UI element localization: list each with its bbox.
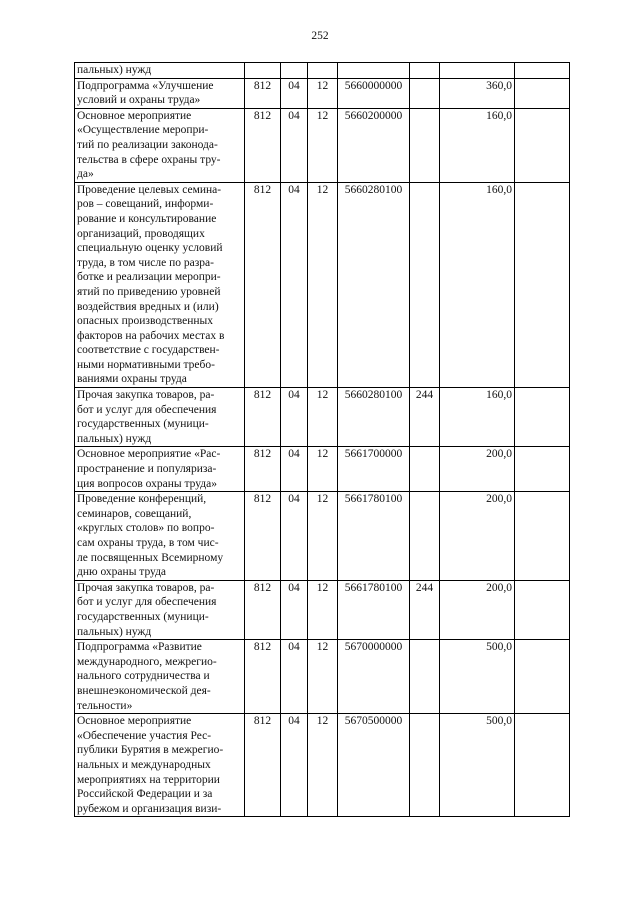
row-name-line: тий по реализации законода- xyxy=(77,138,218,151)
ministry-code-cell: 812 xyxy=(245,108,281,182)
row-name-cell xyxy=(75,580,245,639)
row-name-line: ваниями охраны труда xyxy=(77,373,187,386)
row-name-line: международного, межрегио- xyxy=(77,655,217,668)
budget-table-body xyxy=(75,63,570,817)
subsection-code-cell xyxy=(308,63,338,79)
row-name-line: рование и консультирование xyxy=(77,212,217,225)
row-name-line: бот и услуг для обеспечения xyxy=(77,403,217,416)
table-row xyxy=(75,182,570,387)
section-code-cell: 04 xyxy=(281,640,308,714)
subsection-code-cell: 12 xyxy=(308,182,338,387)
row-name-cell xyxy=(75,447,245,492)
table-row xyxy=(75,640,570,714)
row-name-cell xyxy=(75,640,245,714)
expense-type-cell xyxy=(410,640,440,714)
row-name-line: ция вопросов охраны труда» xyxy=(77,477,217,490)
section-code-cell: 04 xyxy=(281,580,308,639)
section-code-cell: 04 xyxy=(281,388,308,447)
empty-cell xyxy=(515,78,570,108)
row-name-line: семинаров, совещаний, xyxy=(77,507,192,520)
empty-cell xyxy=(515,63,570,79)
row-name-line: условий и охраны труда» xyxy=(77,94,201,107)
amount-cell xyxy=(440,63,515,79)
amount-cell: 200,0 xyxy=(440,492,515,581)
row-name-line: ятий по приведению уровней xyxy=(77,285,221,298)
row-name-line: публики Бурятия в межрегио- xyxy=(77,744,224,757)
row-name-line: тельности» xyxy=(77,699,133,712)
row-name-line: «Обеспечение участия Рес- xyxy=(77,729,212,742)
amount-cell: 200,0 xyxy=(440,447,515,492)
empty-cell xyxy=(515,182,570,387)
row-name-line: факторов на рабочих местах в xyxy=(77,329,225,342)
row-name-line: государственных (муници- xyxy=(77,418,209,431)
expense-type-cell xyxy=(410,108,440,182)
empty-cell xyxy=(515,714,570,817)
row-name-cell xyxy=(75,78,245,108)
subsection-code-cell: 12 xyxy=(308,388,338,447)
row-name-line: ле посвященных Всемирному xyxy=(77,551,224,564)
page-number: 252 xyxy=(311,30,329,42)
row-name-cell xyxy=(75,388,245,447)
row-name-line: пальных) нужд xyxy=(77,432,152,445)
row-name-line: соответствие с государствен- xyxy=(77,344,220,357)
expense-type-cell xyxy=(410,492,440,581)
expense-type-cell xyxy=(410,447,440,492)
row-name-line: пространение и популяриза- xyxy=(77,463,217,476)
row-name-cell xyxy=(75,182,245,387)
subsection-code-cell: 12 xyxy=(308,78,338,108)
section-code-cell xyxy=(281,63,308,79)
subsection-code-cell: 12 xyxy=(308,714,338,817)
amount-cell: 360,0 xyxy=(440,78,515,108)
ministry-code-cell: 812 xyxy=(245,714,281,817)
row-name-line: пальных) нужд xyxy=(77,64,152,76)
target-article-cell: 5660200000 xyxy=(338,108,410,182)
subsection-code-cell: 12 xyxy=(308,447,338,492)
subsection-code-cell: 12 xyxy=(308,108,338,182)
target-article-cell: 5660000000 xyxy=(338,78,410,108)
row-name-line: «круглых столов» по вопро- xyxy=(77,522,215,535)
ministry-code-cell: 812 xyxy=(245,492,281,581)
section-code-cell: 04 xyxy=(281,447,308,492)
empty-cell xyxy=(515,492,570,581)
table-row xyxy=(75,492,570,581)
row-name-line: внешнеэкономической дея- xyxy=(77,684,211,697)
empty-cell xyxy=(515,388,570,447)
row-name-line: да» xyxy=(77,168,94,181)
ministry-code-cell: 812 xyxy=(245,78,281,108)
row-name-line: ботке и реализации меропри- xyxy=(77,271,221,284)
section-code-cell: 04 xyxy=(281,108,308,182)
amount-cell: 160,0 xyxy=(440,182,515,387)
table-row xyxy=(75,78,570,108)
row-name-line: дню охраны труда xyxy=(77,566,167,579)
row-name-line: Проведение целевых семина- xyxy=(77,183,222,196)
row-name-line: Прочая закупка товаров, ра- xyxy=(77,389,215,402)
row-name-line: нального сотрудничества и xyxy=(77,670,210,683)
row-name-line: Основное мероприятие xyxy=(77,715,192,728)
amount-cell: 160,0 xyxy=(440,108,515,182)
row-name-line: Российской Федерации и за xyxy=(77,788,213,801)
row-name-line: Основное мероприятие xyxy=(77,109,192,122)
expense-type-cell xyxy=(410,78,440,108)
amount-cell: 200,0 xyxy=(440,580,515,639)
row-name-line: тельства в сфере охраны тру- xyxy=(77,153,221,166)
row-name-cell xyxy=(75,714,245,817)
empty-cell xyxy=(515,108,570,182)
target-article-cell: 5660280100 xyxy=(338,182,410,387)
subsection-code-cell: 12 xyxy=(308,640,338,714)
ministry-code-cell: 812 xyxy=(245,580,281,639)
subsection-code-cell: 12 xyxy=(308,580,338,639)
table-row xyxy=(75,108,570,182)
row-name-line: воздействия вредных и (или) xyxy=(77,300,219,313)
target-article-cell xyxy=(338,63,410,79)
ministry-code-cell: 812 xyxy=(245,182,281,387)
expense-type-cell xyxy=(410,182,440,387)
expense-type-cell: 244 xyxy=(410,388,440,447)
row-name-line: специальную оценку условий xyxy=(77,242,223,255)
row-name-line: нальных и международных xyxy=(77,758,211,771)
ministry-code-cell: 812 xyxy=(245,388,281,447)
row-name-line: труда, в том числе по разра- xyxy=(77,256,214,269)
empty-cell xyxy=(515,580,570,639)
row-name-cell xyxy=(75,63,245,79)
ministry-code-cell: 812 xyxy=(245,640,281,714)
row-name-line: «Осуществление меропри- xyxy=(77,124,209,137)
row-name-line: Основное мероприятие «Рас- xyxy=(77,448,221,461)
target-article-cell: 5670000000 xyxy=(338,640,410,714)
target-article-cell: 5670500000 xyxy=(338,714,410,817)
row-name-line: рубежом и организация визи- xyxy=(77,802,222,815)
row-name-line: мероприятиях на территории xyxy=(77,773,220,786)
section-code-cell: 04 xyxy=(281,492,308,581)
row-name-line: Прочая закупка товаров, ра- xyxy=(77,581,215,594)
table-row xyxy=(75,580,570,639)
budget-table xyxy=(74,62,570,817)
section-code-cell: 04 xyxy=(281,78,308,108)
target-article-cell: 5661780100 xyxy=(338,580,410,639)
row-name-line: организаций, проводящих xyxy=(77,227,205,240)
row-name-line: Подпрограмма «Развитие xyxy=(77,641,202,654)
target-article-cell: 5660280100 xyxy=(338,388,410,447)
row-name-line: сам охраны труда, в том чис- xyxy=(77,537,219,549)
ministry-code-cell: 812 xyxy=(245,447,281,492)
target-article-cell: 5661780100 xyxy=(338,492,410,581)
section-code-cell: 04 xyxy=(281,182,308,387)
ministry-code-cell xyxy=(245,63,281,79)
table-row xyxy=(75,714,570,817)
row-name-cell xyxy=(75,108,245,182)
table-row xyxy=(75,388,570,447)
section-code-cell: 04 xyxy=(281,714,308,817)
row-name-line: ными нормативными требо- xyxy=(77,358,215,371)
target-article-cell: 5661700000 xyxy=(338,447,410,492)
row-name-line: Подпрограмма «Улучшение xyxy=(77,79,214,92)
row-name-cell xyxy=(75,492,245,581)
row-name-line: государственных (муници- xyxy=(77,610,209,623)
row-name-line: бот и услуг для обеспечения xyxy=(77,596,217,609)
expense-type-cell xyxy=(410,714,440,817)
row-name-line: пальных) нужд xyxy=(77,625,152,638)
row-name-line: Проведение конференций, xyxy=(77,493,207,506)
amount-cell: 500,0 xyxy=(440,714,515,817)
amount-cell: 160,0 xyxy=(440,388,515,447)
subsection-code-cell: 12 xyxy=(308,492,338,581)
empty-cell xyxy=(515,640,570,714)
table-row xyxy=(75,63,570,79)
table-row xyxy=(75,447,570,492)
empty-cell xyxy=(515,447,570,492)
row-name-line: опасных производственных xyxy=(77,315,213,328)
amount-cell: 500,0 xyxy=(440,640,515,714)
expense-type-cell xyxy=(410,63,440,79)
expense-type-cell: 244 xyxy=(410,580,440,639)
row-name-line: ров – совещаний, информи- xyxy=(77,198,214,211)
